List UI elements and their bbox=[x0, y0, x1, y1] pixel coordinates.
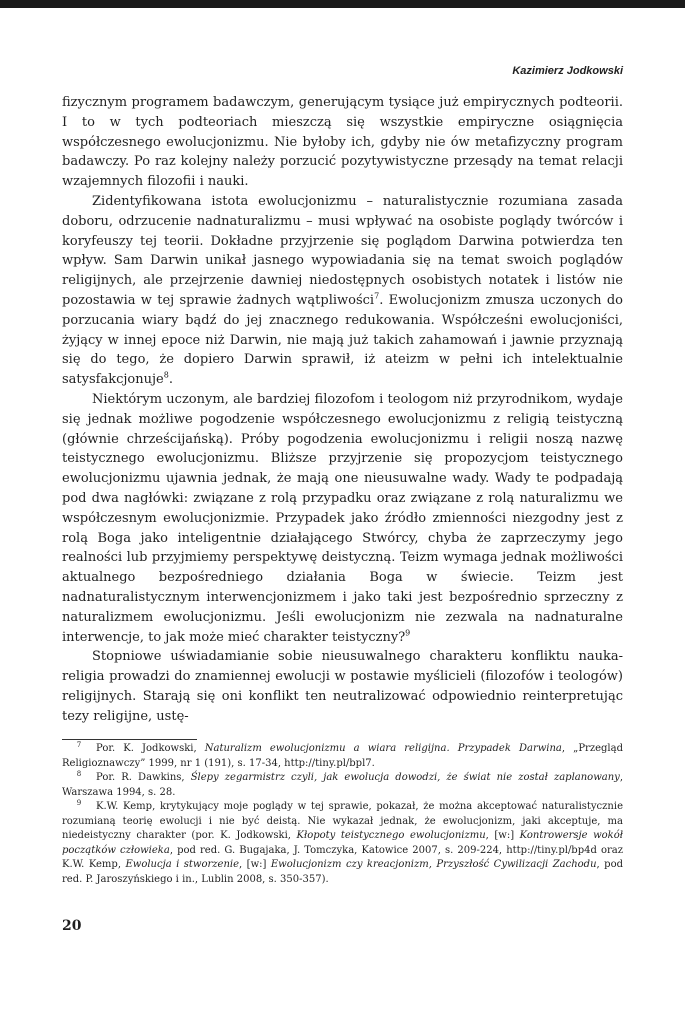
footnote-text: , „Przegląd Religioznawczy” 1999, nr 1 (191), s. 17-34, http://tiny.pl/bpl7. bbox=[62, 743, 623, 769]
footnote-text: , [w:] bbox=[239, 859, 271, 870]
footnote-ref-7[interactable]: 7 bbox=[374, 291, 380, 301]
footnote-9: 9 K.W. Kemp, krytykujący moje poglądy w tej sprawie, pokazał, że można akceptować naturalistycznie rozumianą teorię ewolucji i nie być deistą. Nie wykazał jednak, że ewolucjonizm, jaki akceptuje, ma niedeistyczny charakter (por. K. Jodkowski, Kłopoty teistycznego ewolucjonizmu, [w:] Kontrowersje wokół początków człowieka, pod red. G. Bugajaka, J. Tomczyka, Katowice 2007, s. 209-224, http://tiny.pl/bp4d oraz K.W. Kemp, Ewolucja i stworzenie, [w:] Ewolucjonizm czy kreacjonizm, Przyszłość Cywilizacji Zachodu, pod red. P. Jaroszyńskiego i in., Lublin 2008, s. 350-357). bbox=[62, 798, 623, 885]
footnote-title: Naturalizm ewolucjonizmu a wiara religijna. Przypadek Darwina bbox=[204, 743, 562, 754]
footnote-text: , pod red. P. Jaroszyńskiego i in., Lublin 2008, s. 350-357). bbox=[62, 859, 623, 885]
footnote-7: 7 Por. K. Jodkowski, Naturalizm ewolucjonizmu a wiara religijna. Przypadek Darwina, „Przegląd Religioznawczy” 1999, nr 1 (191), s. 17-34, http://tiny.pl/bpl7. bbox=[62, 740, 623, 769]
page-number: 20 bbox=[62, 918, 82, 934]
footnote-title: Kontrowersje wokół początków człowieka bbox=[62, 830, 623, 856]
paragraph-4: Stopniowe uświadamianie sobie nieusuwalnego charakteru konfliktu nauka-religia prowadzi do znamiennej ewolucji w postawie myślicieli (filozofów i teologów) religijnych. Starają się oni konflikt ten neutralizować odpowiednio reinterpretując tezy religijne, ustę- bbox=[62, 649, 623, 724]
running-header-author: Kazimierz Jodkowski bbox=[512, 65, 623, 77]
footnote-text: , pod red. G. Bugajaka, J. Tomczyka, Katowice 2007, s. 209-224, http://tiny.pl/bp4d oraz K.W. Kemp, bbox=[62, 844, 623, 870]
footnote-text: , [w:] bbox=[485, 830, 520, 841]
footnote-title: Ewolucja i stworzenie bbox=[125, 859, 240, 870]
footnotes bbox=[62, 742, 623, 887]
paragraph-3-text: Niektórym uczonym, ale bardziej filozofom i teologom niż przyrodnikom, wydaje się jednak możliwe pogodzenie współczesnego ewolucjonizmu z religią teistyczną (głównie chrześcijańską). Próby pogodzenia ewolucjonizmu i religii noszą nazwę teistycznego ewolucjonizmu. Bliższe przyjrzenie się propozycjom teistycznego ewolucjonizmu ujawnia jednak, że mają one nieusuwalne wady. Wady te podpadają pod dwa nagłówki: związane z rolą przypadku oraz związane z rolą naturalizmu we współczesnym ewolucjonizmie. Przypadek jako źródło zmienności niezgodny jest z rolą Boga jako inteligentnie działającego Stwórcy, chyba że zaprzeczymy jego realności lub przyjmiemy perspektywę deistyczną. Teizm wymaga jednak możliwości aktualnego bezpośredniego działania Boga w świecie. Teizm jest nadnaturalistycznym interwencjonizmem i jako taki jest bezpośrednio sprzeczny z naturalizmem ewolucjonizmu. Jeśli ewolucjonizm nie zezwala na nadnaturalne interwencje, to jak może mieć charakter teistyczny? bbox=[62, 391, 623, 645]
footnote-title: Ewolucjonizm czy kreacjonizm, Przyszłość Cywilizacji Zachodu bbox=[270, 859, 597, 870]
paragraph-2 bbox=[62, 192, 623, 390]
top-border-rule bbox=[0, 0, 685, 8]
footnote-ref-8[interactable]: 8 bbox=[163, 370, 169, 380]
footnote-text: Por. K. Jodkowski, bbox=[96, 743, 205, 754]
footnote-text: Por. R. Dawkins, bbox=[96, 772, 191, 783]
footnote-8: 8 Por. R. Dawkins, Ślepy zegarmistrz czyli, jak ewolucja dowodzi, że świat nie został zaplanowany, Warszawa 1994, s. 28. bbox=[62, 769, 624, 798]
paragraph-1: fizycznym programem badawczym, generującym tysiące już empirycznych podteorii. I to w tych podteoriach mieszczą się wszystkie empiryczne osiągnięcia współczesnego ewolucjonizmu. Nie byłoby ich, gdyby nie ów metafizyczny program badawczy. Po raz kolejny należy porzucić pozytywistyczne przesądy na temat relacji wzajemnych filozofii i nauki. bbox=[62, 95, 623, 190]
footnote-title: Kłopoty teistycznego ewolucjonizmu bbox=[296, 830, 486, 841]
footnote-title: Ślepy zegarmistrz czyli, jak ewolucja dowodzi, że świat nie został zaplanowany bbox=[190, 772, 620, 783]
main-text bbox=[62, 93, 623, 727]
paragraph-2-end: . bbox=[168, 372, 173, 388]
footnote-text: , Warszawa 1994, s. 28. bbox=[62, 772, 624, 798]
paragraph-2-part-2: . Ewolucjonizm zmusza uczonych do porzucania wiary bądź do jej znacznego redukowania. Współcześni ewolucjoniści, żyjący w innej epoce niż Darwin, nie mają już takich zahamowań i jawnie przyznają się do tego, że dopiero Darwin sprawił, iż ateizm w pełni ich intelektualnie satysfakcjonuje bbox=[62, 292, 623, 388]
paragraph-2-part-1: Zidentyfikowana istota ewolucjonizmu – naturalistycznie rozumiana zasada doboru, odrzucenie nadnaturalizmu – musi wpływać na osobiste poglądy twórców i koryfeuszy tej teorii. Dokładne przyjrzenie się poglądom Darwina potwierdza ten wpływ. Sam Darwin unikał jasnego wypowiadania się na temat swoich poglądów religijnych, ale przejrzenie dawniej niedostępnych osobistych notatek i listów nie pozostawia w tej sprawie żadnych wątpliwości bbox=[62, 193, 623, 308]
footnote-separator bbox=[62, 739, 197, 740]
footnote-ref-9[interactable]: 9 bbox=[405, 628, 411, 638]
footnote-text: K.W. Kemp, krytykujący moje poglądy w tej sprawie, pokazał, że można akceptować naturalistycznie rozumianą teorię ewolucji i nie być deistą. Nie wykazał jednak, że ewolucjonizm, jaki akceptuje, ma niedeistyczny charakter (por. K. Jodkowski, bbox=[62, 801, 623, 841]
paragraph-3 bbox=[62, 390, 623, 647]
